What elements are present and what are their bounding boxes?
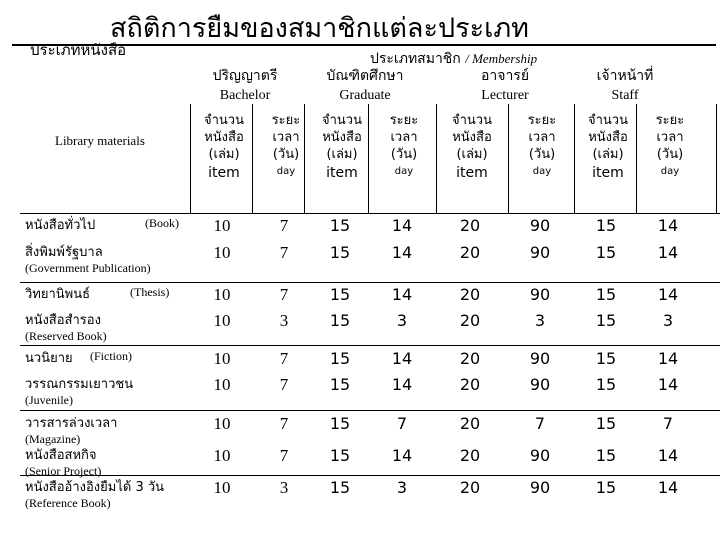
table-cell: 7 <box>662 414 674 433</box>
group-header-staff <box>570 66 680 106</box>
sub-header-unit: item <box>326 165 358 181</box>
library-materials-label: Library materials <box>55 133 145 148</box>
sub-header-unit: item <box>592 165 624 181</box>
table-cell: 14 <box>657 349 679 368</box>
sub-header-unit: day <box>276 166 296 177</box>
row-label-th: นวนิยาย <box>25 351 73 366</box>
sub-header-line: หนังสือ <box>588 130 628 145</box>
sub-header-line: (เล่ม) <box>592 147 624 162</box>
table-cell: 90 <box>529 285 551 304</box>
table-cell: 3 <box>396 311 408 330</box>
table-cell: 90 <box>529 243 551 262</box>
table-cell: 10 <box>213 414 231 433</box>
row-divider <box>20 345 720 346</box>
row-label-en-text: (Thesis) <box>130 285 170 299</box>
sub-header-cell <box>314 112 370 182</box>
sub-header-line: จำนวน <box>452 113 492 128</box>
table-cell: 10 <box>213 216 231 235</box>
sub-header-cell <box>444 112 500 182</box>
table-cell: 20 <box>459 285 481 304</box>
sub-header-cell <box>642 112 698 180</box>
row-label-th: หนังสือสำรอง <box>25 313 101 328</box>
row-label-th: วรรณกรรมเยาวชน <box>25 377 134 392</box>
table-cell: 15 <box>329 446 351 465</box>
table-cell: 20 <box>459 216 481 235</box>
column-divider <box>716 104 717 214</box>
table-cell: 20 <box>459 243 481 262</box>
sub-header-line: (วัน) <box>390 147 418 162</box>
group-th: ปริญญาตรี <box>212 68 278 84</box>
table-cell: 15 <box>329 216 351 235</box>
table-cell: 15 <box>329 285 351 304</box>
sub-header-line: ระยะ <box>271 113 301 128</box>
table-cell: 15 <box>595 311 617 330</box>
table-cell: 15 <box>329 349 351 368</box>
table-cell: 14 <box>657 478 679 497</box>
row-label-en <box>25 261 151 276</box>
sub-header-line: จำนวน <box>322 113 362 128</box>
column-divider <box>574 104 575 214</box>
table-cell: 7 <box>279 216 289 235</box>
column-divider <box>190 104 191 214</box>
table-cell: 14 <box>657 375 679 394</box>
row-label-en-text: (Senior Project) <box>25 464 102 478</box>
group-en: Staff <box>611 88 639 103</box>
table-cell: 3 <box>662 311 674 330</box>
sub-header-line: เวลา <box>272 130 300 145</box>
row-divider <box>20 282 720 283</box>
row-divider <box>20 410 720 411</box>
table-cell: 14 <box>391 375 413 394</box>
group-header-lecturer <box>450 66 560 106</box>
row-label-en-text: (Juvenile) <box>25 393 73 407</box>
table-cell: 15 <box>595 478 617 497</box>
table-cell: 7 <box>279 349 289 368</box>
group-th: เจ้าหน้าที่ <box>596 68 654 84</box>
row-label-en <box>25 393 73 408</box>
sub-header-line: จำนวน <box>204 113 244 128</box>
group-en: Graduate <box>339 88 391 103</box>
table-cell: 3 <box>279 478 289 497</box>
row-label-en-text: (Reserved Book) <box>25 329 107 343</box>
table-cell: 20 <box>459 375 481 394</box>
table-cell: 90 <box>529 478 551 497</box>
sub-header-line: ระยะ <box>655 113 685 128</box>
sub-header-line: (เล่ม) <box>326 147 358 162</box>
row-label-en <box>145 216 179 231</box>
sub-header-line: (วัน) <box>656 147 684 162</box>
table-cell: 15 <box>595 216 617 235</box>
sub-header-line: เวลา <box>656 130 684 145</box>
column-divider <box>508 104 509 214</box>
table-cell: 14 <box>657 216 679 235</box>
column-divider <box>368 104 369 214</box>
row-label-th: สิ่งพิมพ์รัฐบาล <box>25 245 103 260</box>
member-type-en: / Membership <box>465 51 538 66</box>
table-cell: 7 <box>279 414 289 433</box>
row-label-en <box>130 285 169 300</box>
table-cell: 10 <box>213 311 231 330</box>
sub-header-cell <box>580 112 636 182</box>
table-cell: 15 <box>595 349 617 368</box>
row-label-en-text: (Fiction) <box>90 349 132 363</box>
table-cell: 10 <box>213 285 231 304</box>
table-cell: 15 <box>595 446 617 465</box>
table-cell: 14 <box>391 243 413 262</box>
sub-header-unit: day <box>660 166 680 177</box>
sub-header-cell <box>196 112 252 182</box>
row-label-en <box>90 349 132 364</box>
table-cell: 20 <box>459 446 481 465</box>
row-label-th: หนังสือสหกิจ <box>25 448 97 463</box>
column-divider <box>304 104 305 214</box>
row-label-en-text: (Book) <box>145 216 179 230</box>
table-cell: 90 <box>529 349 551 368</box>
table-cell: 20 <box>459 349 481 368</box>
sub-header-line: หนังสือ <box>322 130 362 145</box>
group-header-bachelor <box>190 66 300 106</box>
page-title: สถิติการยืมของสมาชิกแต่ละประเภท <box>110 13 529 44</box>
group-th: อาจารย์ <box>480 68 530 84</box>
table-cell: 14 <box>657 243 679 262</box>
row-label-th: วิทยานิพนธ์ <box>25 287 91 302</box>
sub-header-unit: item <box>456 165 488 181</box>
row-label-en-text: (Reference Book) <box>25 496 111 510</box>
table-cell: 14 <box>657 285 679 304</box>
table-cell: 3 <box>396 478 408 497</box>
sub-header-cell <box>258 112 314 180</box>
sub-header-line: หนังสือ <box>204 130 244 145</box>
row-label-en <box>25 496 111 511</box>
row-divider <box>20 213 720 214</box>
table-cell: 15 <box>329 243 351 262</box>
sub-header-unit: item <box>208 165 240 181</box>
sub-header-line: เวลา <box>528 130 556 145</box>
table-cell: 3 <box>534 311 546 330</box>
sub-header-line: (วัน) <box>528 147 556 162</box>
row-label-en <box>25 329 107 344</box>
table-cell: 10 <box>213 349 231 368</box>
material-type-header: ประเภทหนังสือ <box>30 41 127 59</box>
table-cell: 15 <box>595 414 617 433</box>
row-label-en-text: (Government Publication) <box>25 261 151 275</box>
row-label-th: วารสารล่วงเวลา <box>25 416 118 431</box>
sub-header-unit: day <box>532 166 552 177</box>
column-divider <box>436 104 437 214</box>
sub-header-line: เวลา <box>390 130 418 145</box>
sub-header-line: (เล่ม) <box>456 147 488 162</box>
sub-header-line: ระยะ <box>527 113 557 128</box>
sub-header-line: ระยะ <box>389 113 419 128</box>
row-label-th: หนังสือทั่วไป <box>25 218 96 233</box>
table-cell: 14 <box>391 216 413 235</box>
sub-header-line: จำนวน <box>588 113 628 128</box>
table-cell: 7 <box>279 243 289 262</box>
table-cell: 14 <box>391 446 413 465</box>
table-cell: 15 <box>595 375 617 394</box>
table-cell: 14 <box>657 446 679 465</box>
table-cell: 14 <box>391 285 413 304</box>
row-label-en-text: (Magazine) <box>25 432 81 446</box>
table-cell: 20 <box>459 478 481 497</box>
group-en: Bachelor <box>219 88 271 103</box>
group-header-graduate <box>305 66 425 106</box>
group-en: Lecturer <box>481 88 529 103</box>
table-cell: 7 <box>279 285 289 304</box>
table-cell: 15 <box>595 243 617 262</box>
table-cell: 14 <box>391 349 413 368</box>
table-cell: 7 <box>279 446 289 465</box>
table-cell: 10 <box>213 375 231 394</box>
table-cell: 20 <box>459 414 481 433</box>
sub-header-cell <box>514 112 570 180</box>
table-cell: 15 <box>329 311 351 330</box>
table-cell: 20 <box>459 311 481 330</box>
table-cell: 90 <box>529 216 551 235</box>
table-cell: 15 <box>329 375 351 394</box>
table-cell: 7 <box>279 375 289 394</box>
table-cell: 7 <box>534 414 546 433</box>
table-cell: 15 <box>329 478 351 497</box>
table-cell: 10 <box>213 243 231 262</box>
table-cell: 15 <box>595 285 617 304</box>
member-type-label: ประเภทสมาชิก <box>370 51 461 67</box>
table-cell: 3 <box>279 311 289 330</box>
table-cell: 90 <box>529 375 551 394</box>
sub-header-line: (เล่ม) <box>208 147 240 162</box>
sub-header-cell <box>376 112 432 180</box>
sub-header-unit: day <box>394 166 414 177</box>
table-cell: 7 <box>396 414 408 433</box>
table-cell: 10 <box>213 446 231 465</box>
table-cell: 15 <box>329 414 351 433</box>
group-th: บัณฑิตศึกษา <box>326 68 404 84</box>
column-divider <box>252 104 253 214</box>
column-divider <box>636 104 637 214</box>
table-cell: 10 <box>213 478 231 497</box>
sub-header-line: หนังสือ <box>452 130 492 145</box>
table-cell: 90 <box>529 446 551 465</box>
sub-header-line: (วัน) <box>272 147 300 162</box>
row-label-th: หนังสืออ้างอิงยืมได้ 3 วัน <box>25 480 165 495</box>
